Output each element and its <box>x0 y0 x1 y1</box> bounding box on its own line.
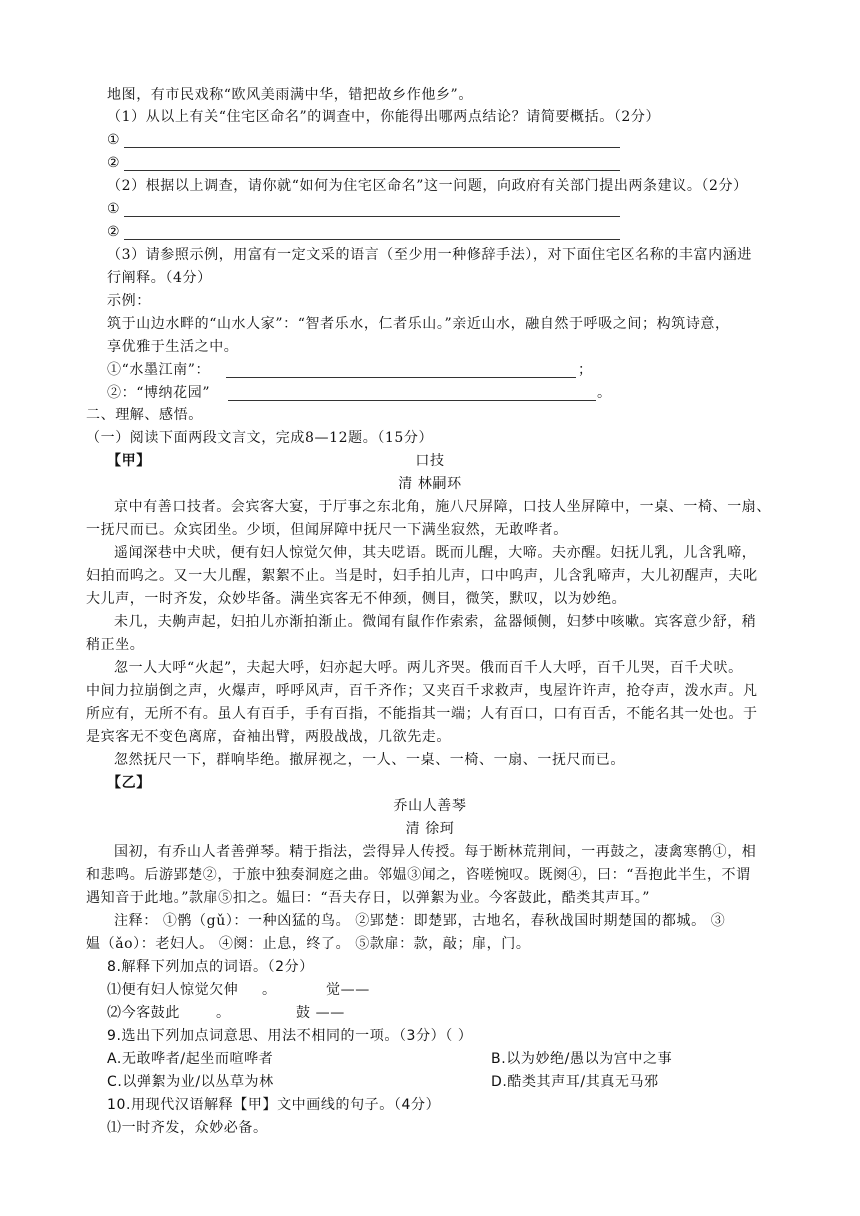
item-1-answer-line[interactable] <box>226 377 576 378</box>
jia-p4-line-1: 忽一人大呼“火起”，夫起大呼，妇亦起大呼。两儿齐哭。俄而百千人大呼，百千儿哭，百千犬吠。 <box>114 660 743 676</box>
yi-p1-line-3: 遇知音于此地。”款扉⑤扣之。媪曰：“吾夫存日，以弹絮为业。今客鼓此，酷类其声耳。” <box>86 890 651 906</box>
question-8-item-1-word[interactable]: 觉—— <box>326 982 370 998</box>
item-2-answer-line[interactable] <box>228 400 596 401</box>
question-8-item-2: ⑵今客鼓此 <box>107 1005 180 1021</box>
passage-jia-title: 口技 <box>415 453 445 469</box>
question-9-option-b[interactable]: B.以为妙绝/愚以为宫中之事 <box>491 1051 673 1067</box>
question-9-option-c[interactable]: C.以弹絮为业/以丛草为林 <box>107 1074 274 1090</box>
question-1: （1）从以上有关“住宅区命名”的调查中，你能得出哪两点结论？请简要概括。（2分） <box>107 109 661 125</box>
answer-1a-line[interactable] <box>124 147 620 148</box>
notes-line-1: 注释： ①鹘（gǔ）：一种凶猛的鸟。 ②郢楚：即楚郢，古地名，春秋战国时期楚国的都城。 ③ <box>114 913 726 929</box>
question-9: 9.选出下列加点词意思、用法不相同的一项。（3分）（ ） <box>107 1028 473 1044</box>
answer-1b-line[interactable] <box>124 170 620 171</box>
passage-yi-label: 【乙】 <box>107 775 151 791</box>
passage-jia-author: 清 林嗣环 <box>398 476 462 492</box>
jia-p2-line-3: 大儿声，一时齐发，众妙毕备。满坐宾客无不伸颈，侧目，微笑，默叹，以为妙绝。 <box>86 591 627 607</box>
jia-p2-line-1: 遥闻深巷中犬吠，便有妇人惊觉欠伸，其夫呓语。既而儿醒，大啼。夫亦醒。妇抚儿乳，儿含乳啼， <box>114 545 757 561</box>
question-10-item-1: ⑴一时齐发，众妙必备。 <box>107 1120 268 1136</box>
answer-2b-line[interactable] <box>124 239 620 240</box>
item-1-end: ； <box>578 362 593 378</box>
question-10: 10.用现代汉语解释【甲】文中画线的句子。（4分） <box>107 1097 441 1113</box>
yi-p1-line-2: 和悲鸣。后游郢楚②，于旅中独奏洞庭之曲。邻媪③闻之，咨嗟惋叹。既阕④，曰：“吾抱此半生，不谓 <box>86 867 751 883</box>
example-line-1: 筑于山边水畔的“山水人家”：“智者乐水，仁者乐山。”亲近山水，融自然于呼吸之间；构筑诗意， <box>107 316 730 332</box>
answer-2a-line[interactable] <box>124 216 620 217</box>
question-9-option-a[interactable]: A.无敢哗者/起坐而喧哗者 <box>107 1051 274 1067</box>
yi-p1-line-1: 国初，有乔山人者善弹琴。精于指法，尝得异人传授。每于断林荒荆间，一再鼓之，凄禽寒鹘①，相 <box>114 844 757 860</box>
question-2: （2）根据以上调查，请你就“如何为住宅区命名”这一问题，向政府有关部门提出两条建议。（2分） <box>107 178 748 194</box>
jia-p1-line-1: 京中有善口技者。会宾客大宴，于厅事之东北角，施八尺屏障，口技人坐屏障中，一桌、一椅、一扇、 <box>114 499 771 515</box>
example-line-2: 享优雅于生活之中。 <box>107 339 239 355</box>
question-8: 8.解释下列加点的词语。（2分） <box>107 959 314 975</box>
jia-p4-line-4: 是宾客无不变色离席，奋袖出臂，两股战战，几欲先走。 <box>86 729 451 745</box>
passage-jia-label: 【甲】 <box>107 453 151 469</box>
paragraph-intro: 地图，有市民戏称“欧风美雨满中华，错把故乡作他乡”。 <box>107 87 473 103</box>
question-3-line-1: （3）请参照示例，用富有一定文采的语言（至少用一种修辞手法），对下面住宅区名称的丰富内涵进 <box>107 247 752 263</box>
item-2-end: 。 <box>597 385 612 401</box>
question-8-item-1-dot: 。 <box>262 982 277 998</box>
item-1-label: ①“水墨江南”： <box>107 362 211 378</box>
jia-p2-line-2: 妇拍而呜之。又一大儿醒，絮絮不止。当是时，妇手拍儿声，口中呜声，儿含乳啼声，大儿初醒声，夫叱 <box>86 568 758 584</box>
question-8-item-2-word[interactable]: 鼓 —— <box>296 1005 345 1021</box>
question-8-item-2-dot: 。 <box>216 1005 231 1021</box>
jia-p4-line-3: 所应有，无所不有。虽人有百手，手有百指，不能指其一端；人有百口，口有百舌，不能名其一处也。于 <box>86 706 758 722</box>
jia-p4-line-2: 中间力拉崩倒之声，火爆声，呼呼风声，百千齐作；又夹百千求救声，曳屋许许声，抢夺声，泼水声。凡 <box>86 683 758 699</box>
item-2-label: ②：“博纳花园” <box>107 385 211 401</box>
jia-p5-line-1: 忽然抚尺一下，群响毕绝。撤屏视之，一人、一桌、一椅、一扇、一抚尺而已。 <box>114 752 625 768</box>
passage-yi-author: 清 徐珂 <box>405 821 455 837</box>
jia-p1-line-2: 一抚尺而已。众宾团坐。少顷，但闻屏障中抚尺一下满坐寂然，无敢哗者。 <box>86 522 568 538</box>
answer-2b-label: ② <box>107 224 121 240</box>
jia-p3-line-1: 未几，夫齁声起，妇拍儿亦渐拍渐止。微闻有鼠作作索索，盆器倾侧，妇梦中咳嗽。宾客意少舒，稍 <box>114 614 757 630</box>
jia-p3-line-2: 稍正坐。 <box>86 637 145 653</box>
passage-yi-title: 乔山人善琴 <box>393 798 467 814</box>
question-8-item-1: ⑴便有妇人惊觉欠伸 <box>107 982 239 998</box>
question-3-line-2: 行阐释。（4分） <box>107 270 212 286</box>
answer-1a-label: ① <box>107 132 121 148</box>
notes-line-2: 媪（ǎo）：老妇人。 ④阕：止息，终了。 ⑤款扉：款，敲；扉，门。 <box>86 936 531 952</box>
question-9-option-d[interactable]: D.酷类其声耳/其真无马邪 <box>491 1074 659 1090</box>
answer-2a-label: ① <box>107 201 121 217</box>
example-label: 示例： <box>107 293 151 309</box>
section-heading-2: 二、理解、感悟。 <box>86 407 203 423</box>
answer-1b-label: ② <box>107 155 121 171</box>
section-2-1-heading: （一）阅读下面两段文言文，完成8—12题。（15分） <box>86 430 434 446</box>
